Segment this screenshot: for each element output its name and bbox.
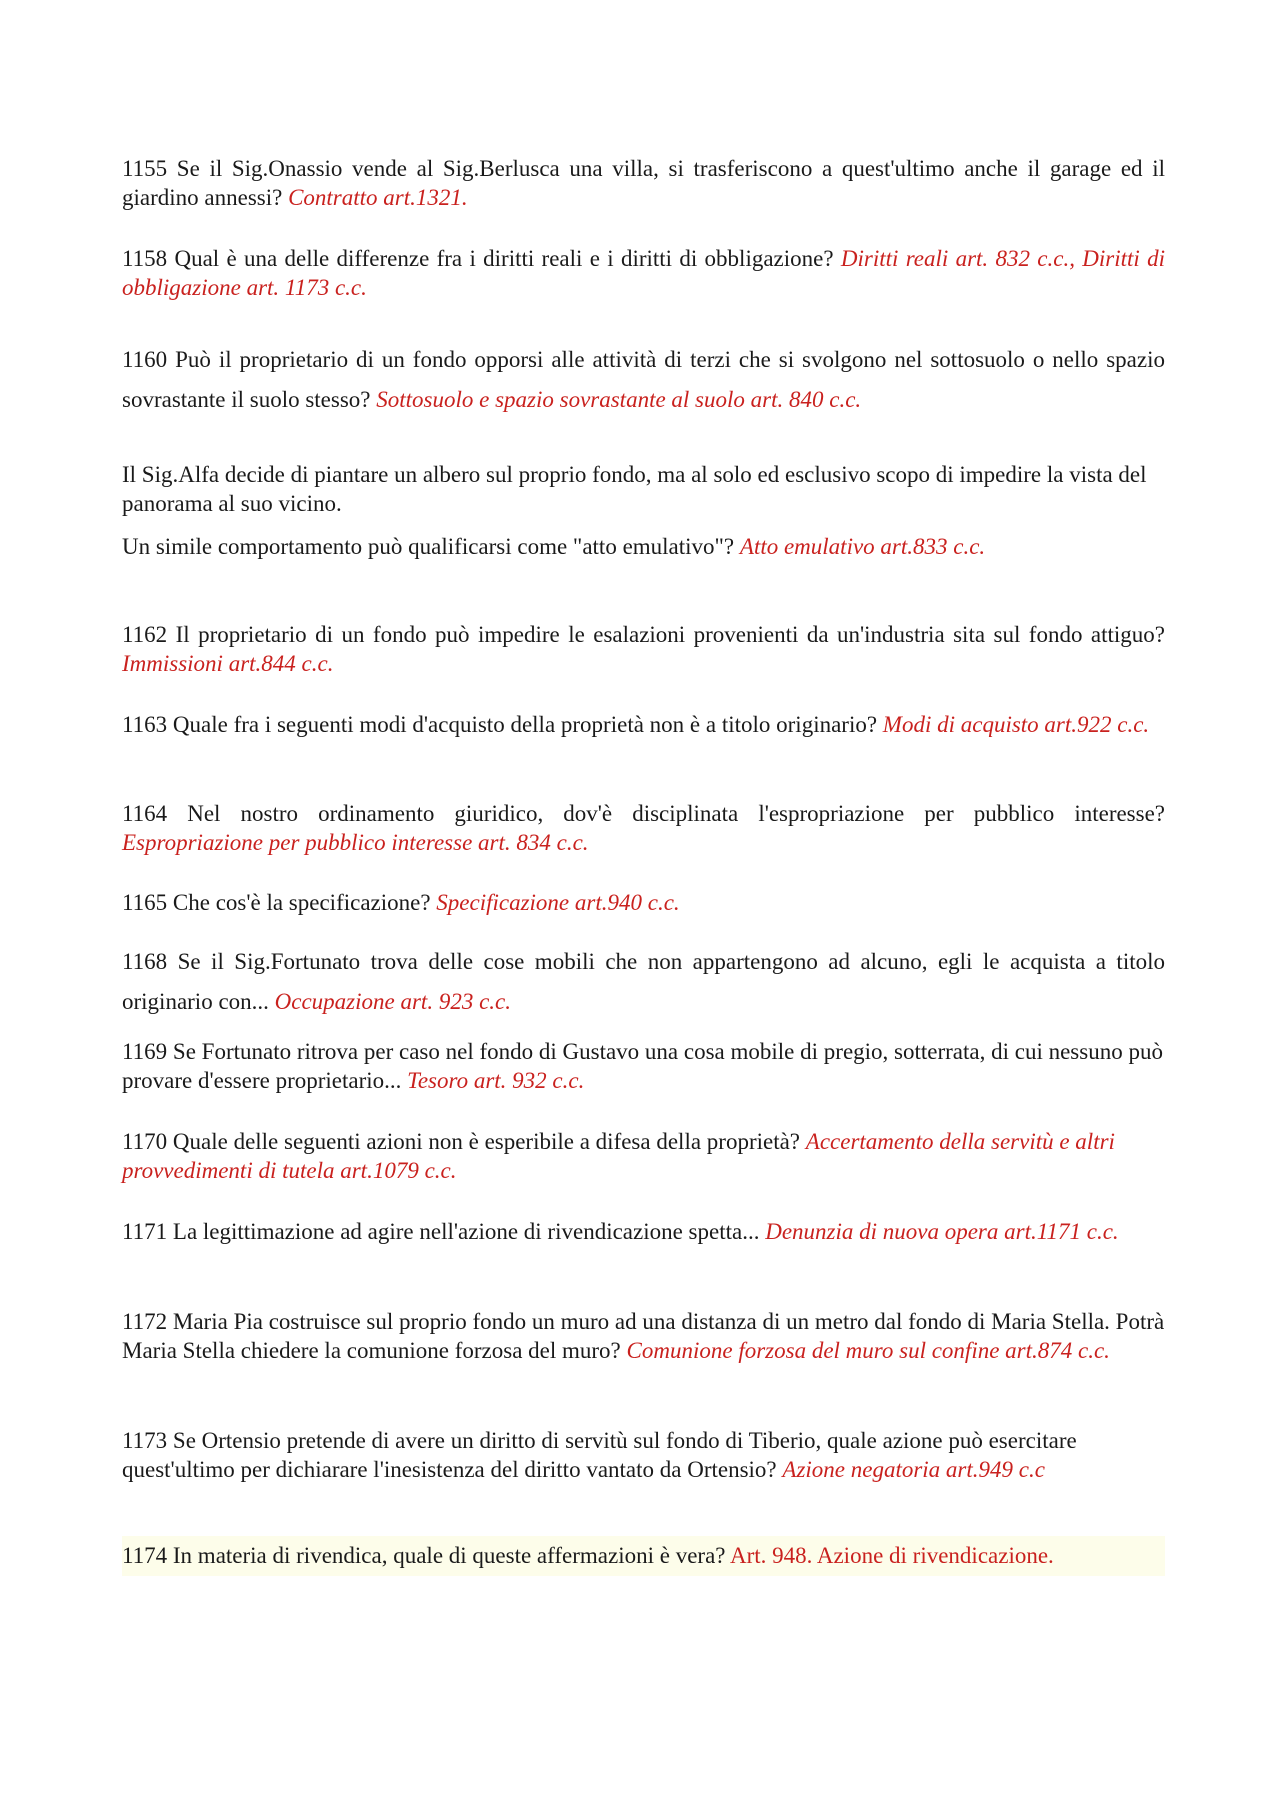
answer-1168: Occupazione art. 923 c.c. xyxy=(274,989,511,1014)
question-1164: 1164 Nel nostro ordinamento giuridico, dov'è disciplinata l'espropriazione per pubblico interesse? Espropriazione per pubblico interesse art. 834 c.c. xyxy=(122,801,1165,855)
question-1171: 1171 La legittimazione ad agire nell'azione di rivendicazione spetta... Denunzia di nuova opera art.1171 c.c. xyxy=(122,1219,1119,1244)
answer-1173: Azione negatoria art.949 c.c xyxy=(782,1457,1045,1482)
question-1174: 1174 In materia di rivendica, quale di queste affermazioni è vera? Art. 948. Azione di rivendicazione. xyxy=(122,1536,1165,1576)
question-1169: 1169 Se Fortunato ritrova per caso nel fondo di Gustavo una cosa mobile di pregio, sotterrata, di cui nessuno può provare d'essere proprietario... Tesoro art. 932 c.c. xyxy=(122,1039,1163,1093)
answer-1164: Espropriazione per pubblico interesse art. 834 c.c. xyxy=(122,830,589,855)
answer-atto-emulativo: Atto emulativo art.833 c.c. xyxy=(739,534,986,559)
question-1170: 1170 Quale delle seguenti azioni non è esperibile a difesa della proprietà? Accertamento della servitù e altri provvedimenti di tutela art.1079 c.c. xyxy=(122,1129,1115,1183)
answer-1165: Specificazione art.940 c.c. xyxy=(436,890,680,915)
question-1173: 1173 Se Ortensio pretende di avere un diritto di servitù sul fondo di Tiberio, quale azione può esercitare quest'ultimo per dichiarare l'inesistenza del diritto vantato da Ortensio? Azione negatoria art.949 c.c xyxy=(122,1428,1077,1482)
question-1158: 1158 Qual è una delle differenze fra i diritti reali e i diritti di obbligazione? Diritti reali art. 832 c.c., Diritti di obbligazione art. 1173 c.c. xyxy=(122,246,1165,300)
answer-1172: Comunione forzosa del muro sul confine art.874 c.c. xyxy=(626,1338,1110,1363)
question-atto-emulativo: Un simile comportamento può qualificarsi come "atto emulativo"? Atto emulativo art.833 c.c. xyxy=(122,534,986,559)
question-1172: 1172 Maria Pia costruisce sul proprio fondo un muro ad una distanza di un metro dal fondo di Maria Stella. Potrà Maria Stella chiedere la comunione forzosa del muro? Comunione forzosa del muro sul confine art.874 c.c. xyxy=(122,1309,1165,1363)
question-1163: 1163 Quale fra i seguenti modi d'acquisto della proprietà non è a titolo originario? Modi di acquisto art.922 c.c. xyxy=(122,712,1150,737)
answer-1162: Immissioni art.844 c.c. xyxy=(122,651,334,676)
answer-1158: Diritti reali art. 832 c.c., Diritti di obbligazione art. 1173 c.c. xyxy=(122,246,1165,300)
answer-1169: Tesoro art. 932 c.c. xyxy=(407,1068,585,1093)
answer-1174: Art. 948. Azione di rivendicazione. xyxy=(729,1543,1054,1568)
question-1155: 1155 Se il Sig.Onassio vende al Sig.Berlusca una villa, si trasferiscono a quest'ultimo anche il garage ed il giardino annessi? Contratto art.1321. xyxy=(122,156,1165,210)
answer-1163: Modi di acquisto art.922 c.c. xyxy=(882,712,1150,737)
question-1160: 1160 Può il proprietario di un fondo opporsi alle attività di terzi che si svolgono nel sottosuolo o nello spazio sovrastante il suolo stesso? Sottosuolo e spazio sovrastante al suolo art. 840 c.c. xyxy=(122,347,1165,412)
question-1168: 1168 Se il Sig.Fortunato trova delle cose mobili che non appartengono ad alcuno, egli le acquista a titolo originario con... Occupazione art. 923 c.c. xyxy=(122,949,1165,1014)
answer-1155: Contratto art.1321. xyxy=(288,185,468,210)
question-1162: 1162 Il proprietario di un fondo può impedire le esalazioni provenienti da un'industria sita sul fondo attiguo? Immissioni art.844 c.c. xyxy=(122,622,1165,676)
question-1165: 1165 Che cos'è la specificazione? Specificazione art.940 c.c. xyxy=(122,890,680,915)
answer-1160: Sottosuolo e spazio sovrastante al suolo art. 840 c.c. xyxy=(376,387,862,412)
answer-1170: Accertamento della servitù e altri provvedimenti di tutela art.1079 c.c. xyxy=(122,1129,1115,1183)
scenario-alfa: Il Sig.Alfa decide di piantare un albero sul proprio fondo, ma al solo ed esclusivo scopo di impedire la vista del panorama al suo vicino. xyxy=(122,462,1147,516)
answer-1171: Denunzia di nuova opera art.1171 c.c. xyxy=(765,1219,1119,1244)
